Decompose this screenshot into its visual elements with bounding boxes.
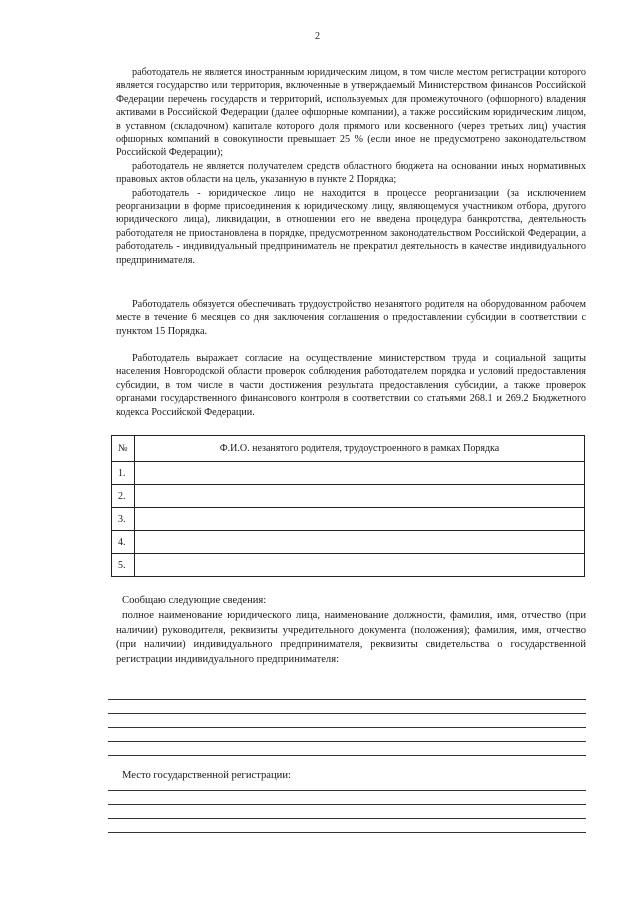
eligibility-conditions [116,66,586,267]
info-fill-line[interactable] [108,741,586,742]
row-name-cell[interactable] [135,485,585,508]
info-fill-line[interactable] [108,727,586,728]
table-row [112,508,585,531]
row-number: 5. [112,554,135,577]
consent-text: Работодатель выражает согласие на осуществление министерством труда и социальной защиты населения Новгородской области проверок соблюдения работодателем порядка и условий предоставления субсидии, в том числе в части достижения результата предоставления субсидии, а также проверок органами государственного финансового контроля в соответствии со статьями 268.1 и 269.2 Бюджетного кодекса Российской Федерации. [116,353,586,418]
row-number: 3. [112,508,135,531]
condition-no-reorganization: работодатель - юридическое лицо не находится в процессе реорганизации (за исключением реорганизации в форме присоединения к юридическому лицу, являющемуся участником отбора, другого юридического лица), ликвидации, в отношении его не введена процедура банкротства, деятельность работодателя не приостановлена в порядке, предусмотренном законодательством Российской Федерации, а работодатель - индивидуальный предприниматель не прекратил деятельность в качестве индивидуального предпринимателя. [116,187,586,266]
registration-fill-line[interactable] [108,790,586,791]
header-full-name: Ф.И.О. незанятого родителя, трудоустроенного в рамках Порядка [135,436,585,462]
row-name-cell[interactable] [135,508,585,531]
header-number: № [112,436,135,462]
registration-fill-line[interactable] [108,818,586,819]
condition-offshore: работодатель не является иностранным юридическим лицом, в том числе местом регистрации которого является государство или территория, включенные в утверждаемый Министерством финансов Российской Федерации перечень государств и территорий, используемых для промежуточного (офшорного) владения активами в Российской Федерации (далее офшорные компании), а также российским юридическим лицом, в уставном (складочном) капитале которого доля прямого или косвенного (через третьих лиц) участия офшорных компаний в совокупности превышает 25 % (если иное не предусмотрено законодательством Российской Федерации); [116,67,586,159]
table-row [112,462,585,485]
obligation-section [116,298,586,338]
row-name-cell[interactable] [135,554,585,577]
table-row [112,531,585,554]
table-header-row [112,436,585,462]
info-details-text: полное наименование юридического лица, наименование должности, фамилия, имя, отчество (при наличии) руководителя, реквизиты учредительного документа (положения); фамилия, имя, отчество (при наличии) индивидуального предпринимателя, реквизиты свидетельства о государственной регистрации индивидуального предпринимателя: [116,610,586,665]
row-name-cell[interactable] [135,531,585,554]
table-row [112,485,585,508]
row-name-cell[interactable] [135,462,585,485]
row-number: 2. [112,485,135,508]
page-number: 2 [315,31,320,42]
info-heading [116,594,586,609]
registration-fill-line[interactable] [108,832,586,833]
info-fill-line[interactable] [108,713,586,714]
info-heading-text: Сообщаю следующие сведения: [122,595,267,606]
row-number: 1. [112,462,135,485]
registration-place-heading [116,769,586,784]
obligation-text: Работодатель обязуется обеспечивать трудоустройство незанятого родителя на оборудованном рабочем месте в течение 6 месяцев со дня заключения соглашения о предоставлении субсидии в соответствии с пунктом 15 Порядка. [116,299,586,337]
table-row [112,554,585,577]
registration-place-text: Место государственной регистрации: [122,770,291,781]
registration-fill-line[interactable] [108,804,586,805]
info-fill-line[interactable] [108,755,586,756]
consent-section [116,352,586,419]
condition-no-other-funding: работодатель не является получателем средств областного бюджета на основании иных нормативных правовых актов области на цель, указанную в пункте 2 Порядка; [116,160,586,186]
row-number: 4. [112,531,135,554]
info-fill-line[interactable] [108,699,586,700]
employed-parents-table [111,435,585,577]
info-details [116,609,586,667]
